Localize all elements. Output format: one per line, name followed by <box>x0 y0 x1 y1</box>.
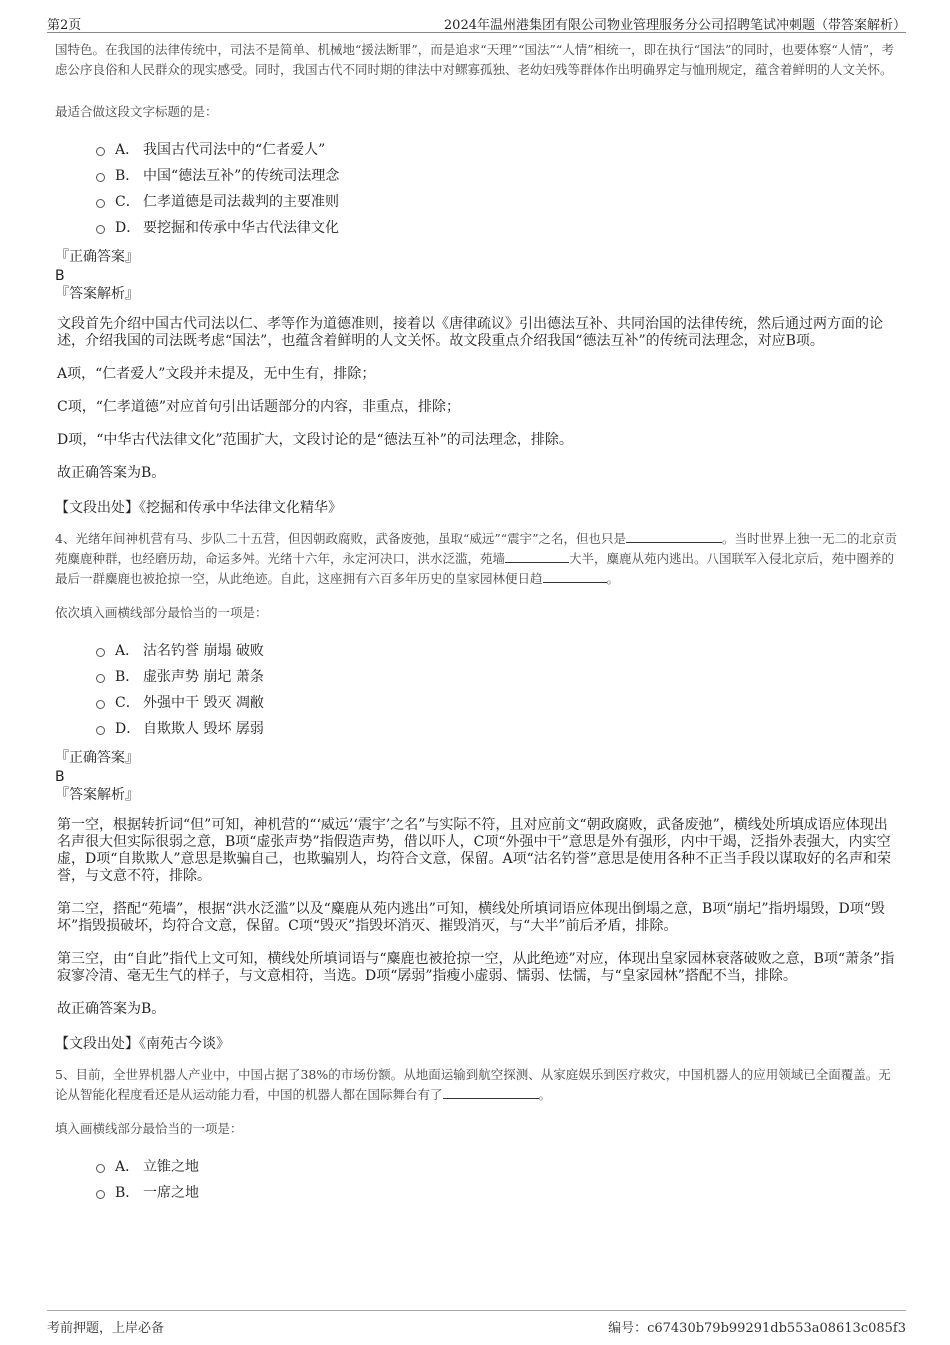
footer-slogan: 考前押题，上岸必备 <box>47 1321 165 1336</box>
page-number: 第2页 <box>47 18 82 33</box>
option-c[interactable]: C． 外强中干 毁灭 凋敝 <box>55 689 898 715</box>
document-id: 编号：c67430b79b99291db553a08613c085f3 <box>608 1321 906 1336</box>
analysis-paragraph: A项，“仁者爱人”文段并未提及，无中生有，排除； <box>57 366 376 382</box>
answer-value: B <box>55 268 65 284</box>
analysis-paragraph: 文段首先介绍中国古代司法以仁、孝等作为道德准则，接着以《唐律疏议》引出德法互补、共同治国的法律传统，然后通过两方面的论述，介绍我国的司法既考虑“国法”，也蕴含着鲜明的人文关怀。故文段重点介绍我国“德法互补”的传统司法理念，对应B项。 <box>57 316 883 349</box>
question-3-text: 国特色。在我国的法律传统中，司法不是简单、机械地“援法断罪”，而是追求“天理”“国法”“人情”相统一，即在执行“国法”的同时，也要体察“人情”，考虑公序良俗和人民群众的现实感受。同时，我国古代不同时期的律法中对鳏寡孤独、老幼妇残等群体作出明确界定与恤刑规定，蕴含着鲜明的人文关怀。 <box>55 42 895 77</box>
radio-icon[interactable] <box>96 199 105 208</box>
question-4-prompt: 依次填入画横线部分最恰当的一项是： <box>55 605 268 620</box>
blank-line <box>505 550 569 563</box>
blank-line <box>543 570 607 583</box>
analysis-label: 『答案解析』 <box>55 286 139 302</box>
source-citation: 【文段出处】《南苑古今谈》 <box>55 1036 230 1052</box>
analysis-label: 『答案解析』 <box>55 787 139 803</box>
question-4-options <box>55 637 898 741</box>
page-header <box>47 8 906 33</box>
analysis-conclusion: 故正确答案为B。 <box>57 1001 166 1017</box>
option-b[interactable]: B． 一席之地 <box>55 1179 898 1205</box>
radio-icon[interactable] <box>96 648 105 657</box>
question-4-text: 4、光绪年间神机营有马、步队二十五营，但因朝政腐败，武备废弛，虽取“威远”“震宇”之名，但也只是 。当时世界上独一无二的北京贡苑麋鹿种群，也经磨历劫，命运多舛。光绪十六年，永定河决口，洪水泛滥，苑墙 大半，麋鹿从苑内逃出。八国联军入侵北京后，苑中圈养的最后一群麋鹿也被抢掠一空，从此绝迹。自此，这座拥有六百多年历史的皇家园林便日趋 。 <box>55 531 898 586</box>
analysis-paragraph: C项，“仁孝道德”对应首句引出话题部分的内容，非重点，排除； <box>57 399 461 415</box>
radio-icon[interactable] <box>96 700 105 709</box>
document-title: 2024年温州港集团有限公司物业管理服务分公司招聘笔试冲刺题（带答案解析） <box>443 18 906 33</box>
answer-label: 『正确答案』 <box>55 750 139 766</box>
option-c[interactable]: C． 仁孝道德是司法裁判的主要准则 <box>55 188 898 214</box>
radio-icon[interactable] <box>96 1190 105 1199</box>
answer-value: B <box>55 769 65 785</box>
question-3-options <box>55 136 898 240</box>
answer-label: 『正确答案』 <box>55 249 139 265</box>
page-footer <box>47 1310 906 1339</box>
option-a[interactable]: A． 沽名钓誉 崩塌 破败 <box>55 637 898 663</box>
radio-icon[interactable] <box>96 674 105 683</box>
analysis-conclusion: 故正确答案为B。 <box>57 465 166 481</box>
analysis-paragraph: 第二空，搭配“苑墙”，根据“洪水泛滥”以及“麋鹿从苑内逃出”可知，横线处所填词语应体现出倒塌之意，B项“崩圮”指坍塌毁，D项“毁坏”指毁损破坏，均符合文意，保留。C项“毁灭”指毁坏消灭、摧毁消灭，与“大半”前后矛盾，排除。 <box>57 901 885 934</box>
question-3-prompt: 最适合做这段文字标题的是： <box>55 104 218 119</box>
blank-line <box>626 530 722 543</box>
analysis-paragraph: 第三空，由“自此”指代上文可知，横线处所填词语与“麋鹿也被抢掠一空，从此绝迹”对应，体现出皇家园林衰落破败之意，B项“萧条”指寂寥冷清、毫无生气的样子，与文意相符，当选。D项“孱弱”指瘦小虚弱、懦弱、怯懦，与“皇家园林”搭配不当，排除。 <box>57 951 895 984</box>
radio-icon[interactable] <box>96 173 105 182</box>
question-5-options <box>55 1153 898 1205</box>
blank-line <box>443 1086 539 1099</box>
option-b[interactable]: B． 中国“德法互补”的传统司法理念 <box>55 162 898 188</box>
option-d[interactable]: D． 要挖掘和传承中华古代法律文化 <box>55 214 898 240</box>
option-b[interactable]: B． 虚张声势 崩圮 萧条 <box>55 663 898 689</box>
radio-icon[interactable] <box>96 726 105 735</box>
radio-icon[interactable] <box>96 225 105 234</box>
analysis-paragraph: D项，“中华古代法律文化”范围扩大，文段讨论的是“德法互补”的司法理念，排除。 <box>57 432 573 448</box>
source-citation: 【文段出处】《挖掘和传承中华法律文化精华》 <box>55 500 342 516</box>
document-body <box>55 40 898 1205</box>
analysis-paragraph: 第一空，根据转折词“但”可知，神机营的“‘威远’‘震宇’之名”与实际不符，且对应前文“朝政腐败，武备废弛”，横线处所填成语应体现出名声很大但实际很弱之意，B项“虚张声势”指假造声势，借以吓人，C项“外强中干”意思是外有强形，内中干竭，泛指外表强大，内实空虚，D项“自欺欺人”意思是欺骗自己，也欺骗别人，均符合文意，保留。A项“沽名钓誉”意思是使用各种不正当手段以谋取好的名声和荣誉，与文意不符，排除。 <box>57 817 891 884</box>
question-5-prompt: 填入画横线部分最恰当的一项是： <box>55 1121 243 1136</box>
option-a[interactable]: A． 立锥之地 <box>55 1153 898 1179</box>
radio-icon[interactable] <box>96 147 105 156</box>
option-a[interactable]: A． 我国古代司法中的“仁者爱人” <box>55 136 898 162</box>
radio-icon[interactable] <box>96 1164 105 1173</box>
option-d[interactable]: D． 自欺欺人 毁坏 孱弱 <box>55 715 898 741</box>
question-5-text: 5、目前，全世界机器人产业中，中国占据了38%的市场份额。从地面运输到航空探测、从家庭娱乐到医疗救灾，中国机器人的应用领域已全面覆盖。无论从智能化程度看还是从运动能力看，中国的机器人都在国际舞台有了 。 <box>55 1067 891 1102</box>
